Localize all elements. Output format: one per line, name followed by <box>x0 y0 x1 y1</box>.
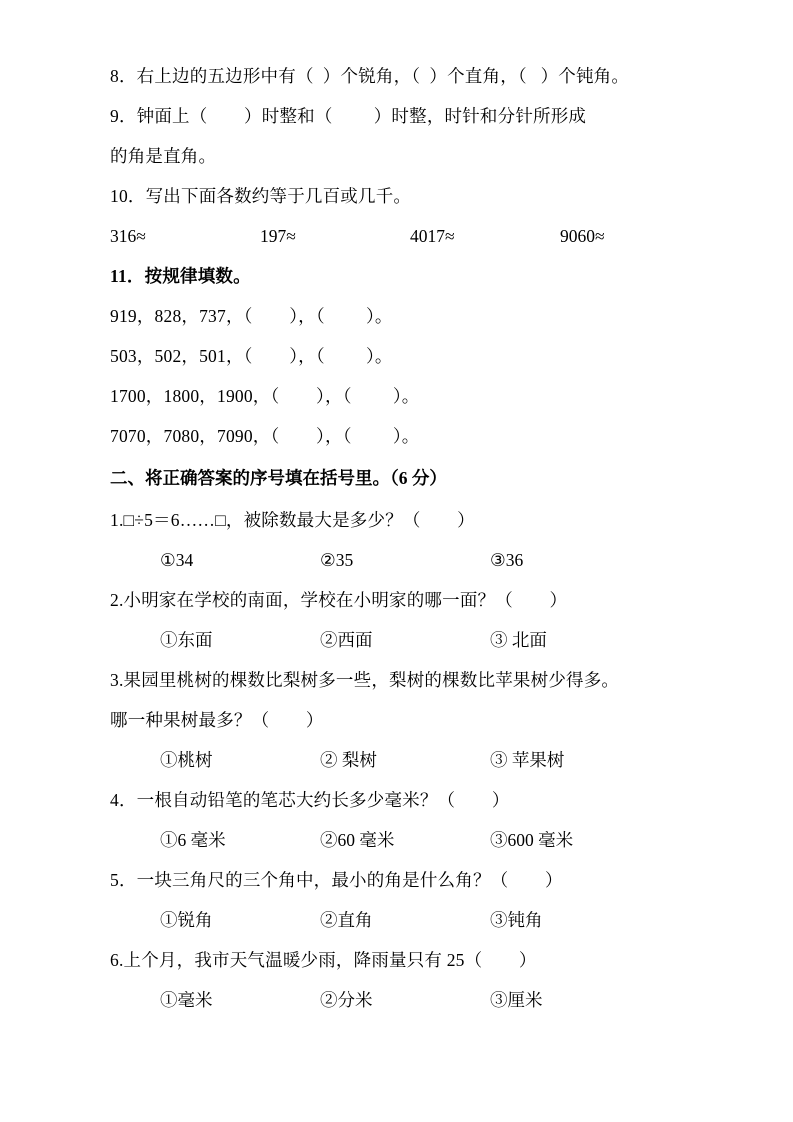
rule-row-3: 1700，1800，1900，（ ），（ ）。 <box>110 386 420 406</box>
question-8: 8．右上边的五边形中有（ ）个锐角，（ ）个直角，（ ）个钝角。 <box>110 66 630 86</box>
option-a[interactable]: ①6 毫米 <box>160 830 226 850</box>
rule-row-2: 503，502，501，（ ），（ ）。 <box>110 346 393 366</box>
approximation-row <box>110 216 710 256</box>
option-b[interactable]: ②直角 <box>320 910 373 930</box>
option-c[interactable]: ③厘米 <box>490 990 543 1010</box>
option-b[interactable]: ②分米 <box>320 990 373 1010</box>
option-c[interactable]: ③钝角 <box>490 910 543 930</box>
approx-value-3: 4017≈ <box>410 226 455 246</box>
choice-question-6-stem: 6.上个月，我市天气温暖少雨，降雨量只有 25（ ） <box>110 950 537 970</box>
choice-question-5-options <box>110 900 710 940</box>
worksheet-content <box>110 56 710 1020</box>
rule-row-1: 919，828，737，（ ），（ ）。 <box>110 306 393 326</box>
option-c[interactable]: ③ 北面 <box>490 630 547 650</box>
choice-question-1-stem: 1.□÷5＝6……□，被除数最大是多少？（ ） <box>110 510 475 530</box>
approx-value-1: 316≈ <box>110 226 146 246</box>
choice-question-1-options <box>110 540 710 580</box>
choice-question-3-options <box>110 740 710 780</box>
option-a[interactable]: ①桃树 <box>160 750 213 770</box>
approx-value-4: 9060≈ <box>560 226 605 246</box>
section-2-title: 二、将正确答案的序号填在括号里。（6 分） <box>110 468 447 488</box>
option-b[interactable]: ②35 <box>320 550 354 570</box>
question-11-title: 11．按规律填数。 <box>110 266 251 286</box>
question-10: 10．写出下面各数约等于几百或几千。 <box>110 186 412 206</box>
question-9-line1: 9．钟面上（ ）时整和（ ）时整，时针和分针所形成 <box>110 106 587 126</box>
approx-value-2: 197≈ <box>260 226 296 246</box>
choice-question-3-stem: 3.果园里桃树的棵数比梨树多一些，梨树的棵数比苹果树少得多。 <box>110 670 620 690</box>
choice-question-2-stem: 2.小明家在学校的南面，学校在小明家的哪一面？（ ） <box>110 590 568 610</box>
rule-row-4: 7070，7080，7090，（ ），（ ）。 <box>110 426 420 446</box>
option-c[interactable]: ③ 苹果树 <box>490 750 565 770</box>
question-9-line2: 的角是直角。 <box>110 146 217 166</box>
choice-question-3-stem-line2: 哪一种果树最多？（ ） <box>110 710 324 730</box>
choice-question-5-stem: 5．一块三角尺的三个角中，最小的角是什么角？（ ） <box>110 870 563 890</box>
option-a[interactable]: ①毫米 <box>160 990 213 1010</box>
option-a[interactable]: ①东面 <box>160 630 213 650</box>
choice-question-2-options <box>110 620 710 660</box>
choice-question-4-options <box>110 820 710 860</box>
choice-question-4-stem: 4．一根自动铅笔的笔芯大约长多少毫米？（ ） <box>110 790 510 810</box>
option-a[interactable]: ①锐角 <box>160 910 213 930</box>
option-b[interactable]: ②西面 <box>320 630 373 650</box>
option-c[interactable]: ③36 <box>490 550 524 570</box>
option-b[interactable]: ② 梨树 <box>320 750 377 770</box>
option-b[interactable]: ②60 毫米 <box>320 830 395 850</box>
option-c[interactable]: ③600 毫米 <box>490 830 574 850</box>
choice-question-6-options <box>110 980 710 1020</box>
option-a[interactable]: ①34 <box>160 550 194 570</box>
